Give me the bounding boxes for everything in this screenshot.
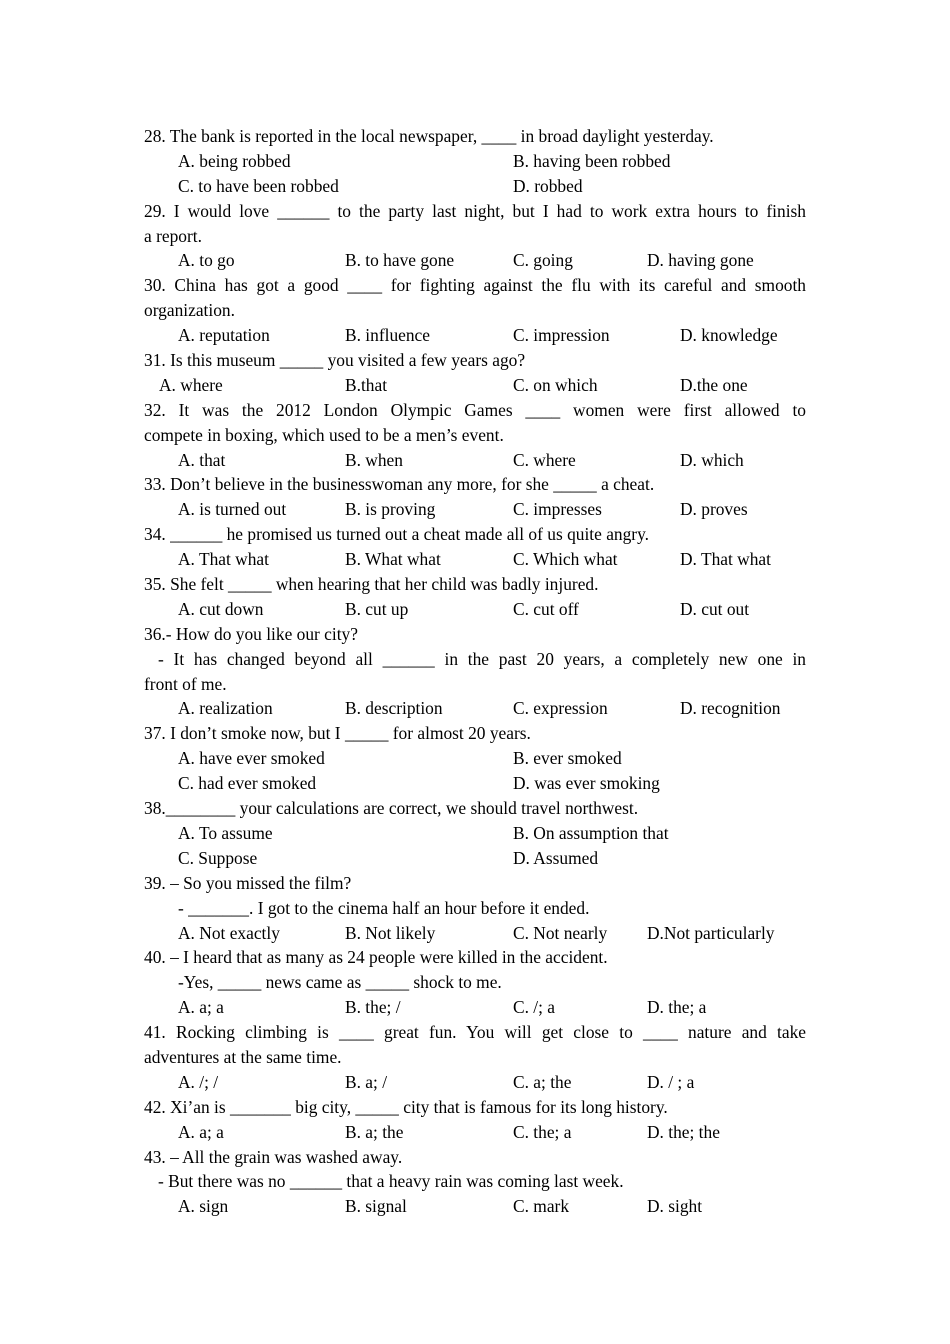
option-c: C. cut off bbox=[513, 598, 579, 619]
question-29-options bbox=[144, 248, 806, 273]
option-b: B. a; / bbox=[345, 1071, 388, 1092]
option-b: B. is proving bbox=[345, 499, 436, 520]
option-d: D.Not particularly bbox=[647, 922, 775, 943]
option-a: A. a; a bbox=[178, 1121, 224, 1142]
option-a: A. sign bbox=[178, 1196, 229, 1217]
option-a: A. being robbed bbox=[178, 150, 291, 171]
option-a: A. a; a bbox=[178, 997, 224, 1018]
option-a: A. That what bbox=[178, 549, 269, 570]
question-30-stem-cont: organization. bbox=[144, 300, 235, 321]
option-c: C. mark bbox=[513, 1196, 570, 1217]
option-d: D. / ; a bbox=[647, 1071, 695, 1092]
option-a: A. realization bbox=[178, 698, 273, 719]
question-30-stem: 30. China has got a good ____ for fighting against the flu with its careful and smooth bbox=[144, 275, 806, 296]
option-a: A. to go bbox=[178, 250, 235, 271]
question-36-options bbox=[144, 696, 806, 721]
option-b: B. the; / bbox=[345, 997, 401, 1018]
question-38-stem: 38.________ your calculations are correct, we should travel northwest. bbox=[144, 798, 639, 819]
question-34-options bbox=[144, 547, 806, 572]
question-37-options-row-1 bbox=[144, 746, 806, 771]
question-32-stem-cont: compete in boxing, which used to be a men’s event. bbox=[144, 424, 504, 445]
question-43-stem: 43. – All the grain was washed away. bbox=[144, 1146, 403, 1167]
question-32-options bbox=[144, 448, 806, 473]
option-d: D. proves bbox=[680, 499, 748, 520]
question-36-stem: 36.- How do you like our city? bbox=[144, 623, 358, 644]
option-d: D.the one bbox=[680, 374, 748, 395]
option-b: B. cut up bbox=[345, 598, 409, 619]
option-a: A. /; / bbox=[178, 1071, 219, 1092]
option-b: B. a; the bbox=[345, 1121, 404, 1142]
question-33-options bbox=[144, 497, 806, 522]
question-43-options bbox=[144, 1194, 806, 1219]
question-37-options-row-2 bbox=[144, 771, 806, 796]
option-b: B. ever smoked bbox=[513, 748, 622, 769]
option-a: A. where bbox=[159, 374, 223, 395]
option-b: B. Not likely bbox=[345, 922, 436, 943]
option-c: C. Suppose bbox=[178, 847, 258, 868]
question-41-stem: 41. Rocking climbing is ____ great fun. You will get close to ____ nature and take bbox=[144, 1022, 806, 1043]
option-b: B. description bbox=[345, 698, 443, 719]
option-a: A. Not exactly bbox=[178, 922, 280, 943]
option-c: C. impression bbox=[513, 325, 610, 346]
question-34-stem: 34. ______ he promised us turned out a cheat made all of us quite angry. bbox=[144, 524, 650, 545]
question-28-options-row-1 bbox=[144, 149, 806, 174]
question-29-stem: 29. I would love ______ to the party last night, but I had to work extra hours to finish bbox=[144, 200, 806, 221]
option-c: C. on which bbox=[513, 374, 598, 395]
option-d: D. That what bbox=[680, 549, 771, 570]
option-b: B. What what bbox=[345, 549, 441, 570]
option-d: D. the; the bbox=[647, 1121, 720, 1142]
option-a: A. is turned out bbox=[178, 499, 287, 520]
option-a: A. have ever smoked bbox=[178, 748, 325, 769]
option-c: C. expression bbox=[513, 698, 608, 719]
question-42-stem: 42. Xi’an is _______ big city, _____ city that is famous for its long history. bbox=[144, 1096, 668, 1117]
question-39-options bbox=[144, 921, 806, 946]
option-b: B. having been robbed bbox=[513, 150, 671, 171]
question-28-options-row-2 bbox=[144, 174, 806, 199]
question-37-stem: 37. I don’t smoke now, but I _____ for almost 20 years. bbox=[144, 723, 531, 744]
question-40-reply: -Yes, _____ news came as _____ shock to me. bbox=[178, 972, 502, 993]
question-40-options bbox=[144, 995, 806, 1020]
question-35-options bbox=[144, 597, 806, 622]
question-38-options-row-1 bbox=[144, 821, 806, 846]
question-33-stem: 33. Don’t believe in the businesswoman any more, for she _____ a cheat. bbox=[144, 474, 655, 495]
option-d: D. Assumed bbox=[513, 847, 599, 868]
question-36-reply-cont: front of me. bbox=[144, 673, 227, 694]
option-c: C. had ever smoked bbox=[178, 773, 317, 794]
option-c: C. Which what bbox=[513, 549, 618, 570]
option-d: D. having gone bbox=[647, 250, 754, 271]
question-41-options bbox=[144, 1070, 806, 1095]
question-41-stem-cont: adventures at the same time. bbox=[144, 1046, 342, 1067]
option-c: C. a; the bbox=[513, 1071, 572, 1092]
exam-page bbox=[144, 124, 806, 1219]
option-d: D. the; a bbox=[647, 997, 707, 1018]
option-a: A. To assume bbox=[178, 822, 273, 843]
question-42-options bbox=[144, 1120, 806, 1145]
option-a: A. cut down bbox=[178, 598, 264, 619]
option-c: C. the; a bbox=[513, 1121, 572, 1142]
question-39-reply: - _______. I got to the cinema half an hour before it ended. bbox=[178, 897, 590, 918]
option-b: B.that bbox=[345, 374, 388, 395]
option-d: D. sight bbox=[647, 1196, 703, 1217]
option-d: D. cut out bbox=[680, 598, 750, 619]
question-39-stem: 39. – So you missed the film? bbox=[144, 872, 352, 893]
option-a: A. reputation bbox=[178, 325, 270, 346]
option-c: C. Not nearly bbox=[513, 922, 608, 943]
option-b: B. influence bbox=[345, 325, 430, 346]
option-d: D. was ever smoking bbox=[513, 773, 660, 794]
option-c: C. where bbox=[513, 449, 576, 470]
option-d: D. knowledge bbox=[680, 325, 778, 346]
question-35-stem: 35. She felt _____ when hearing that her child was badly injured. bbox=[144, 574, 599, 595]
question-32-stem: 32. It was the 2012 London Olympic Games ____ women were first allowed to bbox=[144, 399, 806, 420]
option-d: D. which bbox=[680, 449, 744, 470]
option-d: D. recognition bbox=[680, 698, 781, 719]
option-c: C. to have been robbed bbox=[178, 175, 339, 196]
question-31-options bbox=[144, 373, 806, 398]
question-31-stem: 31. Is this museum _____ you visited a few years ago? bbox=[144, 350, 526, 371]
option-b: B. when bbox=[345, 449, 403, 470]
option-c: C. impresses bbox=[513, 499, 602, 520]
option-c: C. /; a bbox=[513, 997, 556, 1018]
question-43-reply: - But there was no ______ that a heavy rain was coming last week. bbox=[158, 1171, 624, 1192]
question-30-options bbox=[144, 323, 806, 348]
question-36-reply: - It has changed beyond all ______ in the past 20 years, a completely new one in bbox=[158, 648, 806, 669]
question-40-stem: 40. – I heard that as many as 24 people were killed in the accident. bbox=[144, 947, 608, 968]
question-28-stem: 28. The bank is reported in the local newspaper, ____ in broad daylight yesterday. bbox=[144, 126, 714, 146]
option-b: B. signal bbox=[345, 1196, 407, 1217]
question-29-stem-cont: a report. bbox=[144, 225, 202, 246]
option-b: B. to have gone bbox=[345, 250, 455, 271]
option-b: B. On assumption that bbox=[513, 822, 669, 843]
option-a: A. that bbox=[178, 449, 226, 470]
question-38-options-row-2 bbox=[144, 846, 806, 871]
option-d: D. robbed bbox=[513, 175, 583, 196]
option-c: C. going bbox=[513, 250, 573, 271]
